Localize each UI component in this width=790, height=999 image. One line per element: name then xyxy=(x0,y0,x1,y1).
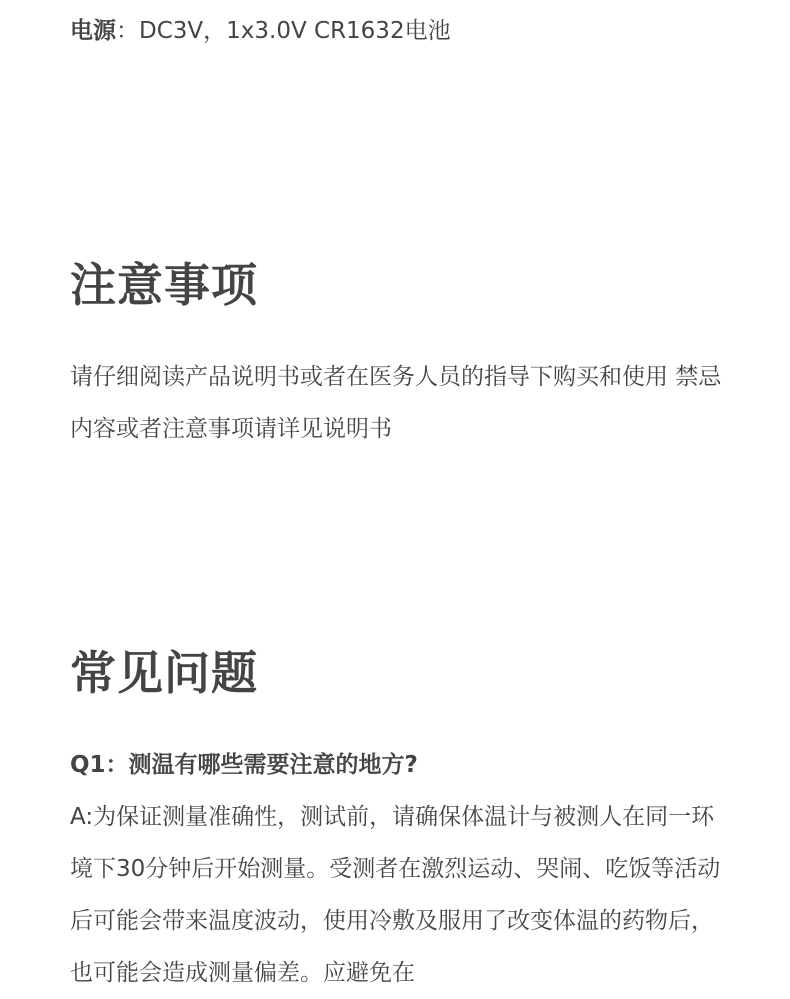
power-spec-value: DC3V，1x3.0V CR1632电池 xyxy=(139,18,451,44)
power-spec-colon: ： xyxy=(116,18,139,44)
notice-text: 请仔细阅读产品说明书或者在医务人员的指导下购买和使用 禁忌内容或者注意事项请详见说明书 xyxy=(70,364,722,442)
notice-section-title: 注意事项 xyxy=(70,258,258,312)
power-spec-line xyxy=(70,14,451,48)
faq-section-title: 常见问题 xyxy=(70,646,258,700)
faq-question: Q1：测温有哪些需要注意的地方? xyxy=(70,752,418,778)
power-spec-label: 电源 xyxy=(70,18,116,44)
faq-answer: A:为保证测量准确性，测试前，请确保体温计与被测人在同一环境下30分钟后开始测量。受测者在激烈运动、哭闹、吃饭等活动后可能会带来温度波动，使用冷敷及服用了改变体温的药物后，也可能会造成测量偏差。应避免在 xyxy=(70,804,721,986)
